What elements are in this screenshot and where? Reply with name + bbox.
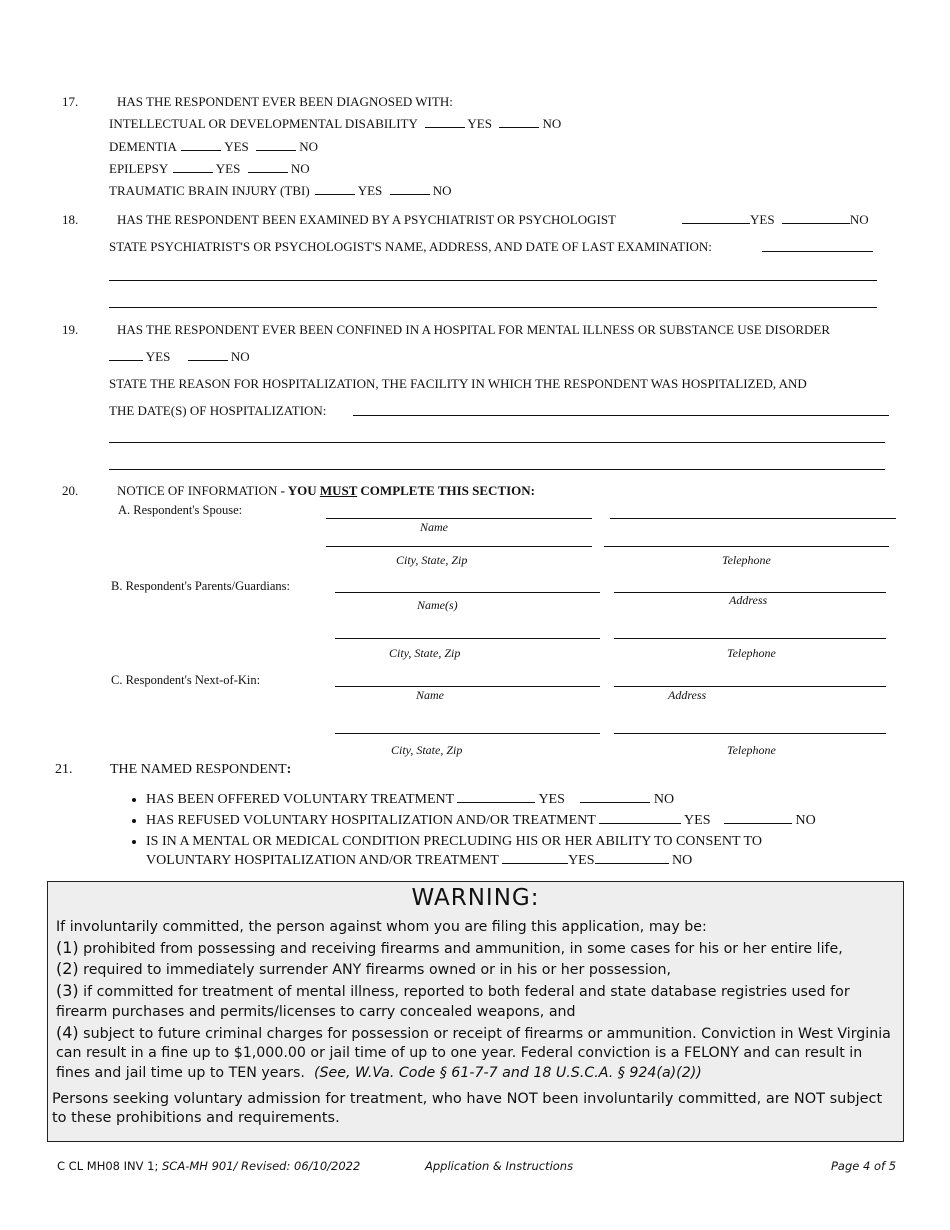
- no-label: NO: [230, 349, 250, 364]
- q18-answer-line[interactable]: [109, 307, 877, 308]
- q20-title: [117, 483, 535, 499]
- caption-name: Name: [416, 688, 444, 702]
- q18-answer: [682, 212, 869, 228]
- spouse-telephone-line[interactable]: [604, 546, 889, 547]
- q18-yes-blank[interactable]: [682, 212, 750, 224]
- q17-dementia-yes-blank[interactable]: [181, 139, 221, 151]
- spouse-address-line[interactable]: [610, 518, 896, 519]
- q21-offered-no-blank[interactable]: [580, 791, 650, 803]
- q19-prompt-2: THE DATE(S) OF HOSPITALIZATION:: [109, 403, 327, 418]
- q21-condition-text-1: IS IN A MENTAL OR MEDICAL CONDITION PRECLUDING HIS OR HER ABILITY TO CONSENT TO: [146, 834, 762, 849]
- warning-box: [47, 881, 904, 1142]
- parents-telephone-line[interactable]: [614, 638, 886, 639]
- warning-number: (2): [56, 959, 79, 979]
- spouse-city-line[interactable]: [326, 546, 592, 547]
- no-label: NO: [432, 183, 452, 198]
- caption-names: Name(s): [417, 598, 458, 612]
- q17-item-dementia: [109, 139, 318, 155]
- caption-address: Address: [729, 593, 768, 607]
- no-label: NO: [795, 813, 816, 828]
- caption-city: City, State, Zip: [391, 743, 463, 757]
- yes-label: YES: [750, 212, 775, 227]
- parents-city-line[interactable]: [335, 638, 600, 639]
- kin-city-line[interactable]: [335, 733, 600, 734]
- no-label: NO: [849, 212, 869, 227]
- caption-name: Name: [420, 520, 448, 534]
- yes-label: YES: [145, 349, 171, 364]
- warning-number: (4): [56, 1022, 79, 1042]
- q21-condition-text-2: VOLUNTARY HOSPITALIZATION AND/OR TREATMENT: [146, 853, 499, 868]
- no-label: NO: [542, 116, 562, 131]
- q17-tbi-no-blank[interactable]: [390, 183, 430, 195]
- warning-intro: If involuntarily committed, the person against whom you are filing this application, may be:: [56, 919, 707, 935]
- no-label: NO: [653, 792, 675, 807]
- q17-question: HAS THE RESPONDENT EVER BEEN DIAGNOSED WITH:: [117, 94, 453, 109]
- yes-label: YES: [684, 813, 711, 828]
- q21-number: 21.: [55, 762, 73, 777]
- q18-no-blank[interactable]: [782, 212, 850, 224]
- yes-label: YES: [467, 116, 492, 131]
- warning-point-3: [56, 981, 896, 1022]
- caption-telephone: Telephone: [722, 553, 771, 567]
- warning-citation: (See, W.Va. Code § 61-7-7 and 18 U.S.C.A. § 924(a)(2)): [313, 1064, 702, 1081]
- q20-title-dash: - YOU: [277, 483, 320, 498]
- caption-address: Address: [668, 688, 707, 702]
- warning-point-4: [56, 1023, 896, 1084]
- q19-yes-blank[interactable]: [109, 349, 143, 361]
- q18-prompt: STATE PSYCHIATRIST'S OR PSYCHOLOGIST'S NAME, ADDRESS, AND DATE OF LAST EXAMINATION:: [109, 239, 712, 254]
- yes-label: YES: [538, 792, 565, 807]
- caption-telephone: Telephone: [727, 646, 776, 660]
- q17-item-label: DEMENTIA: [109, 139, 177, 154]
- q18-answer-line[interactable]: [762, 251, 873, 252]
- q20-title-rest: COMPLETE THIS SECTION:: [357, 483, 536, 498]
- q21-refused-item: [146, 811, 926, 830]
- q17-epilepsy-yes-blank[interactable]: [173, 161, 213, 173]
- q21-list: [108, 790, 926, 872]
- q20-spouse-label: A. Respondent's Spouse:: [118, 503, 243, 517]
- footer-page-number: Page 4 of 5: [831, 1159, 897, 1173]
- q20-number: 20.: [62, 483, 79, 498]
- footer-center: Application & Instructions: [425, 1159, 574, 1173]
- q19-answer-line[interactable]: [109, 469, 885, 470]
- no-label: NO: [299, 139, 319, 154]
- warning-text: required to immediately surrender ANY firearms owned or in his or her possession,: [78, 962, 671, 979]
- q21-offered-item: [146, 790, 926, 809]
- q20-parents-label: B. Respondent's Parents/Guardians:: [111, 579, 290, 593]
- q20-title-must: MUST: [319, 483, 358, 498]
- caption-telephone: Telephone: [727, 743, 776, 757]
- warning-number: (3): [56, 981, 79, 1001]
- warning-point-2: [56, 959, 896, 981]
- warning-point-1: [56, 938, 896, 960]
- footer-form-revision: SCA-MH 901/ Revised: 06/10/2022: [162, 1159, 361, 1173]
- spouse-name-line[interactable]: [326, 518, 592, 519]
- caption-city: City, State, Zip: [389, 646, 461, 660]
- warning-text: if committed for treatment of mental illness, reported to both federal and state database registries used for firearm purchases and permits/licenses to carry concealed weapons, and: [56, 984, 850, 1020]
- q19-question: HAS THE RESPONDENT EVER BEEN CONFINED IN A HOSPITAL FOR MENTAL ILLNESS OR SUBSTANCE USE DISORDER: [117, 322, 831, 337]
- q17-idd-yes-blank[interactable]: [425, 116, 465, 128]
- q19-answer-line[interactable]: [353, 415, 889, 416]
- q17-item-label: TRAUMATIC BRAIN INJURY (TBI): [109, 183, 310, 198]
- q21-offered-yes-blank[interactable]: [457, 791, 535, 803]
- footer-form-id: [57, 1159, 360, 1173]
- yes-label: YES: [215, 161, 241, 176]
- q17-item-idd: [109, 116, 561, 132]
- q17-epilepsy-no-blank[interactable]: [248, 161, 288, 173]
- warning-title: WARNING:: [411, 885, 540, 911]
- q19-number: 19.: [62, 322, 79, 337]
- q20-kin-label: C. Respondent's Next-of-Kin:: [111, 673, 261, 687]
- q20-title-text: NOTICE OF INFORMATION: [117, 483, 278, 498]
- q21-refused-no-blank[interactable]: [724, 812, 792, 824]
- q21-refused-text: HAS REFUSED VOLUNTARY HOSPITALIZATION AND/OR TREATMENT: [146, 813, 596, 828]
- no-label: NO: [672, 853, 693, 868]
- q18-question: HAS THE RESPONDENT BEEN EXAMINED BY A PSYCHIATRIST OR PSYCHOLOGIST: [117, 212, 616, 227]
- q17-item-label: INTELLECTUAL OR DEVELOPMENTAL DISABILITY: [109, 116, 418, 131]
- q17-tbi-yes-blank[interactable]: [315, 183, 355, 195]
- warning-text: subject to future criminal charges for possession or receipt of firearms or ammunition. Conviction in West Virginia can result in a fine up to $1,000.00 or jail time of up to one year. Federal conviction is a FELONY and can result in fines and jail time up to TEN years.: [56, 1025, 891, 1081]
- q17-number: 17.: [62, 94, 79, 109]
- yes-label: YES: [568, 853, 595, 868]
- q17-item-label: EPILEPSY: [109, 161, 168, 176]
- q21-title: [110, 762, 291, 778]
- warning-number: (1): [56, 937, 79, 957]
- yes-label: YES: [224, 139, 249, 154]
- q19-answer: [109, 349, 250, 365]
- q17-item-tbi: [109, 183, 452, 199]
- warning-voluntary-note: Persons seeking voluntary admission for treatment, who have NOT been involuntarily committed, are NOT subject to these prohibitions and requirements.: [52, 1091, 883, 1126]
- q21-title-colon: :: [286, 762, 292, 777]
- q18-answer-line[interactable]: [109, 280, 877, 281]
- q18-number: 18.: [62, 212, 79, 227]
- q17-item-epilepsy: [109, 161, 310, 177]
- q17-idd-no-blank[interactable]: [499, 116, 539, 128]
- parents-name-line[interactable]: [335, 592, 600, 593]
- kin-address-line[interactable]: [614, 686, 886, 687]
- kin-name-line[interactable]: [335, 686, 600, 687]
- caption-city: City, State, Zip: [396, 553, 468, 567]
- q21-condition-item: [146, 832, 926, 870]
- q19-prompt-1: STATE THE REASON FOR HOSPITALIZATION, THE FACILITY IN WHICH THE RESPONDENT WAS HOSPITALIZED, AND: [109, 376, 807, 391]
- q21-offered-text: HAS BEEN OFFERED VOLUNTARY TREATMENT: [146, 792, 454, 807]
- q19-no-blank[interactable]: [188, 349, 228, 361]
- kin-telephone-line[interactable]: [614, 733, 886, 734]
- no-label: NO: [290, 161, 310, 176]
- q19-answer-line[interactable]: [109, 442, 885, 443]
- q21-condition-no-blank[interactable]: [595, 852, 669, 864]
- yes-label: YES: [357, 183, 383, 198]
- q21-condition-yes-blank[interactable]: [502, 852, 568, 864]
- q17-dementia-no-blank[interactable]: [256, 139, 296, 151]
- warning-text: prohibited from possessing and receiving firearms and ammunition, in some cases for his or her entire life,: [78, 940, 843, 957]
- footer-form-code: C CL MH08 INV 1;: [57, 1159, 162, 1173]
- q21-title-text: THE NAMED RESPONDENT: [110, 762, 287, 777]
- q21-refused-yes-blank[interactable]: [599, 812, 681, 824]
- warning-body: [56, 918, 896, 1084]
